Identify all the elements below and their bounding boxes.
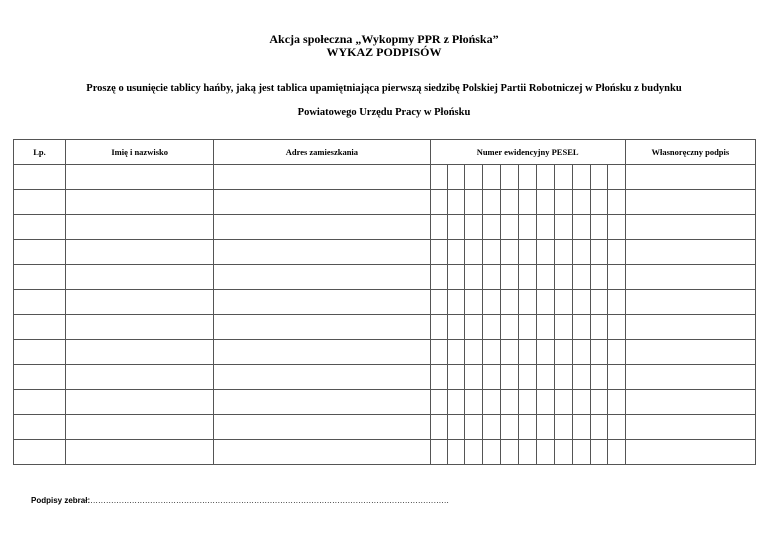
pesel-digit-cell[interactable] [447, 190, 464, 215]
pesel-digit-cell[interactable] [482, 440, 500, 465]
pesel-digit-cell[interactable] [554, 290, 572, 315]
address-cell[interactable] [214, 365, 430, 390]
pesel-digit-cell[interactable] [447, 315, 464, 340]
signature-cell[interactable] [625, 440, 755, 465]
signature-cell[interactable] [625, 315, 755, 340]
request-line-2: Powiatowego Urzędu Pracy w Płońsku [297, 107, 471, 118]
pesel-digit-cell[interactable] [447, 340, 464, 365]
pesel-digit-cell[interactable] [500, 190, 518, 215]
pesel-digit-cell[interactable] [482, 265, 500, 290]
pesel-digit-cell[interactable] [590, 365, 607, 390]
pesel-digit-cell[interactable] [536, 315, 554, 340]
pesel-digit-cell[interactable] [554, 265, 572, 290]
pesel-digit-cell[interactable] [607, 390, 625, 415]
pesel-digit-cell[interactable] [447, 240, 464, 265]
pesel-digit-cell[interactable] [536, 365, 554, 390]
column-header-pesel: Numer ewidencyjny PESEL [430, 140, 625, 165]
pesel-digit-cell[interactable] [536, 265, 554, 290]
address-cell[interactable] [214, 390, 430, 415]
pesel-digit-cell[interactable] [554, 365, 572, 390]
pesel-digit-cell[interactable] [430, 415, 447, 440]
name-cell[interactable] [66, 315, 214, 340]
pesel-digit-cell[interactable] [607, 315, 625, 340]
collector-dots: ………………………………………………………………………………………………………………………… [90, 496, 449, 505]
pesel-digit-cell[interactable] [464, 365, 482, 390]
name-cell[interactable] [66, 365, 214, 390]
collector-label: Podpisy zebrał: [31, 496, 91, 505]
address-cell[interactable] [214, 415, 430, 440]
pesel-digit-cell[interactable] [572, 365, 590, 390]
pesel-digit-cell[interactable] [500, 240, 518, 265]
name-cell[interactable] [66, 215, 214, 240]
pesel-digit-cell[interactable] [447, 390, 464, 415]
pesel-digit-cell[interactable] [500, 440, 518, 465]
address-cell[interactable] [214, 165, 430, 190]
pesel-digit-cell[interactable] [464, 265, 482, 290]
signature-cell[interactable] [625, 340, 755, 365]
address-cell[interactable] [214, 190, 430, 215]
table-row [14, 190, 756, 215]
pesel-digit-cell[interactable] [590, 190, 607, 215]
pesel-digit-cell[interactable] [554, 215, 572, 240]
pesel-digit-cell[interactable] [482, 165, 500, 190]
name-cell[interactable] [66, 165, 214, 190]
lp-cell[interactable] [14, 190, 66, 215]
pesel-digit-cell[interactable] [482, 240, 500, 265]
signature-cell[interactable] [625, 215, 755, 240]
pesel-digit-cell[interactable] [500, 265, 518, 290]
pesel-digit-cell[interactable] [500, 365, 518, 390]
pesel-digit-cell[interactable] [536, 440, 554, 465]
pesel-digit-cell[interactable] [554, 165, 572, 190]
pesel-digit-cell[interactable] [536, 215, 554, 240]
pesel-digit-cell[interactable] [518, 315, 536, 340]
pesel-digit-cell[interactable] [572, 315, 590, 340]
pesel-digit-cell[interactable] [447, 415, 464, 440]
pesel-digit-cell[interactable] [500, 215, 518, 240]
pesel-digit-cell[interactable] [482, 290, 500, 315]
pesel-digit-cell[interactable] [430, 240, 447, 265]
table-header-row [14, 140, 756, 165]
table-row [14, 165, 756, 190]
lp-cell[interactable] [14, 290, 66, 315]
pesel-digit-cell[interactable] [464, 290, 482, 315]
pesel-digit-cell[interactable] [430, 390, 447, 415]
table-row [14, 265, 756, 290]
pesel-digit-cell[interactable] [430, 215, 447, 240]
pesel-digit-cell[interactable] [500, 290, 518, 315]
pesel-digit-cell[interactable] [607, 290, 625, 315]
pesel-digit-cell[interactable] [607, 340, 625, 365]
pesel-digit-cell[interactable] [482, 215, 500, 240]
address-cell[interactable] [214, 240, 430, 265]
column-header-address: Adres zamieszkania [214, 140, 430, 165]
pesel-digit-cell[interactable] [590, 315, 607, 340]
pesel-digit-cell[interactable] [500, 165, 518, 190]
pesel-digit-cell[interactable] [482, 315, 500, 340]
signature-table [13, 139, 756, 465]
pesel-digit-cell[interactable] [518, 265, 536, 290]
address-cell[interactable] [214, 340, 430, 365]
lp-cell[interactable] [14, 390, 66, 415]
pesel-digit-cell[interactable] [518, 215, 536, 240]
pesel-digit-cell[interactable] [447, 265, 464, 290]
pesel-digit-cell[interactable] [554, 240, 572, 265]
pesel-digit-cell[interactable] [447, 290, 464, 315]
table-row [14, 365, 756, 390]
pesel-digit-cell[interactable] [590, 340, 607, 365]
pesel-digit-cell[interactable] [572, 340, 590, 365]
pesel-digit-cell[interactable] [482, 390, 500, 415]
name-cell[interactable] [66, 340, 214, 365]
address-cell[interactable] [214, 215, 430, 240]
name-cell[interactable] [66, 415, 214, 440]
pesel-digit-cell[interactable] [447, 365, 464, 390]
table-row [14, 390, 756, 415]
pesel-digit-cell[interactable] [590, 165, 607, 190]
signature-cell[interactable] [625, 265, 755, 290]
pesel-digit-cell[interactable] [607, 165, 625, 190]
pesel-digit-cell[interactable] [464, 190, 482, 215]
pesel-digit-cell[interactable] [536, 340, 554, 365]
document-subtitle: WYKAZ PODPISÓW [326, 45, 442, 59]
pesel-digit-cell[interactable] [590, 240, 607, 265]
pesel-digit-cell[interactable] [536, 290, 554, 315]
lp-cell[interactable] [14, 215, 66, 240]
pesel-digit-cell[interactable] [572, 290, 590, 315]
pesel-digit-cell[interactable] [447, 215, 464, 240]
address-cell[interactable] [214, 315, 430, 340]
pesel-digit-cell[interactable] [554, 340, 572, 365]
pesel-digit-cell[interactable] [518, 340, 536, 365]
lp-cell[interactable] [14, 315, 66, 340]
pesel-digit-cell[interactable] [554, 440, 572, 465]
name-cell[interactable] [66, 390, 214, 415]
table-row [14, 215, 756, 240]
pesel-digit-cell[interactable] [572, 265, 590, 290]
column-header-lp: Lp. [14, 140, 66, 165]
column-header-name: Imię i nazwisko [66, 140, 214, 165]
pesel-digit-cell[interactable] [607, 190, 625, 215]
pesel-digit-cell[interactable] [518, 390, 536, 415]
pesel-digit-cell[interactable] [464, 215, 482, 240]
pesel-digit-cell[interactable] [590, 215, 607, 240]
pesel-digit-cell[interactable] [430, 290, 447, 315]
pesel-digit-cell[interactable] [554, 415, 572, 440]
pesel-digit-cell[interactable] [536, 165, 554, 190]
name-cell[interactable] [66, 190, 214, 215]
pesel-digit-cell[interactable] [518, 165, 536, 190]
lp-cell[interactable] [14, 365, 66, 390]
pesel-digit-cell[interactable] [430, 190, 447, 215]
signature-cell[interactable] [625, 240, 755, 265]
pesel-digit-cell[interactable] [572, 240, 590, 265]
address-cell[interactable] [214, 290, 430, 315]
pesel-digit-cell[interactable] [607, 440, 625, 465]
pesel-digit-cell[interactable] [447, 165, 464, 190]
pesel-digit-cell[interactable] [536, 390, 554, 415]
collector-line [31, 496, 449, 505]
pesel-digit-cell[interactable] [607, 415, 625, 440]
pesel-digit-cell[interactable] [607, 265, 625, 290]
pesel-digit-cell[interactable] [482, 365, 500, 390]
pesel-digit-cell[interactable] [518, 290, 536, 315]
pesel-digit-cell[interactable] [464, 415, 482, 440]
table-body [14, 165, 756, 465]
signature-cell[interactable] [625, 365, 755, 390]
pesel-digit-cell[interactable] [430, 365, 447, 390]
table-row [14, 415, 756, 440]
signature-cell[interactable] [625, 190, 755, 215]
signature-cell[interactable] [625, 390, 755, 415]
pesel-digit-cell[interactable] [607, 215, 625, 240]
pesel-digit-cell[interactable] [464, 240, 482, 265]
pesel-digit-cell[interactable] [482, 340, 500, 365]
pesel-digit-cell[interactable] [464, 315, 482, 340]
request-line-1: Proszę o usunięcie tablicy hańby, jaką jest tablica upamiętniająca pierwszą siedzibę Polskiej Partii Robotniczej w Płońsku z budynku [86, 83, 682, 94]
pesel-digit-cell[interactable] [607, 240, 625, 265]
pesel-digit-cell[interactable] [430, 440, 447, 465]
pesel-digit-cell[interactable] [590, 290, 607, 315]
pesel-digit-cell[interactable] [430, 340, 447, 365]
pesel-digit-cell[interactable] [572, 165, 590, 190]
pesel-digit-cell[interactable] [430, 265, 447, 290]
address-cell[interactable] [214, 440, 430, 465]
pesel-digit-cell[interactable] [518, 240, 536, 265]
pesel-digit-cell[interactable] [590, 415, 607, 440]
pesel-digit-cell[interactable] [500, 315, 518, 340]
pesel-digit-cell[interactable] [430, 165, 447, 190]
signature-cell[interactable] [625, 165, 755, 190]
pesel-digit-cell[interactable] [430, 315, 447, 340]
name-cell[interactable] [66, 265, 214, 290]
lp-cell[interactable] [14, 340, 66, 365]
pesel-digit-cell[interactable] [536, 240, 554, 265]
pesel-digit-cell[interactable] [572, 215, 590, 240]
pesel-digit-cell[interactable] [447, 440, 464, 465]
lp-cell[interactable] [14, 165, 66, 190]
address-cell[interactable] [214, 265, 430, 290]
pesel-digit-cell[interactable] [518, 415, 536, 440]
lp-cell[interactable] [14, 440, 66, 465]
pesel-digit-cell[interactable] [590, 390, 607, 415]
pesel-digit-cell[interactable] [572, 390, 590, 415]
pesel-digit-cell[interactable] [464, 340, 482, 365]
pesel-digit-cell[interactable] [464, 440, 482, 465]
pesel-digit-cell[interactable] [464, 390, 482, 415]
pesel-digit-cell[interactable] [518, 365, 536, 390]
pesel-digit-cell[interactable] [554, 390, 572, 415]
pesel-digit-cell[interactable] [518, 440, 536, 465]
table-row [14, 240, 756, 265]
pesel-digit-cell[interactable] [464, 165, 482, 190]
pesel-digit-cell[interactable] [536, 415, 554, 440]
column-header-signature: Własnoręczny podpis [625, 140, 755, 165]
pesel-digit-cell[interactable] [536, 190, 554, 215]
pesel-digit-cell[interactable] [572, 440, 590, 465]
name-cell[interactable] [66, 290, 214, 315]
signature-cell[interactable] [625, 415, 755, 440]
pesel-digit-cell[interactable] [500, 340, 518, 365]
pesel-digit-cell[interactable] [572, 415, 590, 440]
pesel-digit-cell[interactable] [500, 415, 518, 440]
pesel-digit-cell[interactable] [554, 315, 572, 340]
pesel-digit-cell[interactable] [572, 190, 590, 215]
lp-cell[interactable] [14, 415, 66, 440]
pesel-digit-cell[interactable] [518, 190, 536, 215]
table-row [14, 440, 756, 465]
pesel-digit-cell[interactable] [590, 265, 607, 290]
pesel-digit-cell[interactable] [590, 440, 607, 465]
name-cell[interactable] [66, 440, 214, 465]
lp-cell[interactable] [14, 265, 66, 290]
pesel-digit-cell[interactable] [482, 415, 500, 440]
pesel-digit-cell[interactable] [554, 190, 572, 215]
pesel-digit-cell[interactable] [500, 390, 518, 415]
pesel-digit-cell[interactable] [482, 190, 500, 215]
table-row [14, 315, 756, 340]
table-row [14, 290, 756, 315]
name-cell[interactable] [66, 240, 214, 265]
table-row [14, 340, 756, 365]
request-text [0, 77, 768, 125]
lp-cell[interactable] [14, 240, 66, 265]
signature-cell[interactable] [625, 290, 755, 315]
document-title: Akcja społeczna „Wykopmy PPR z Płońska” [269, 32, 499, 46]
pesel-digit-cell[interactable] [607, 365, 625, 390]
